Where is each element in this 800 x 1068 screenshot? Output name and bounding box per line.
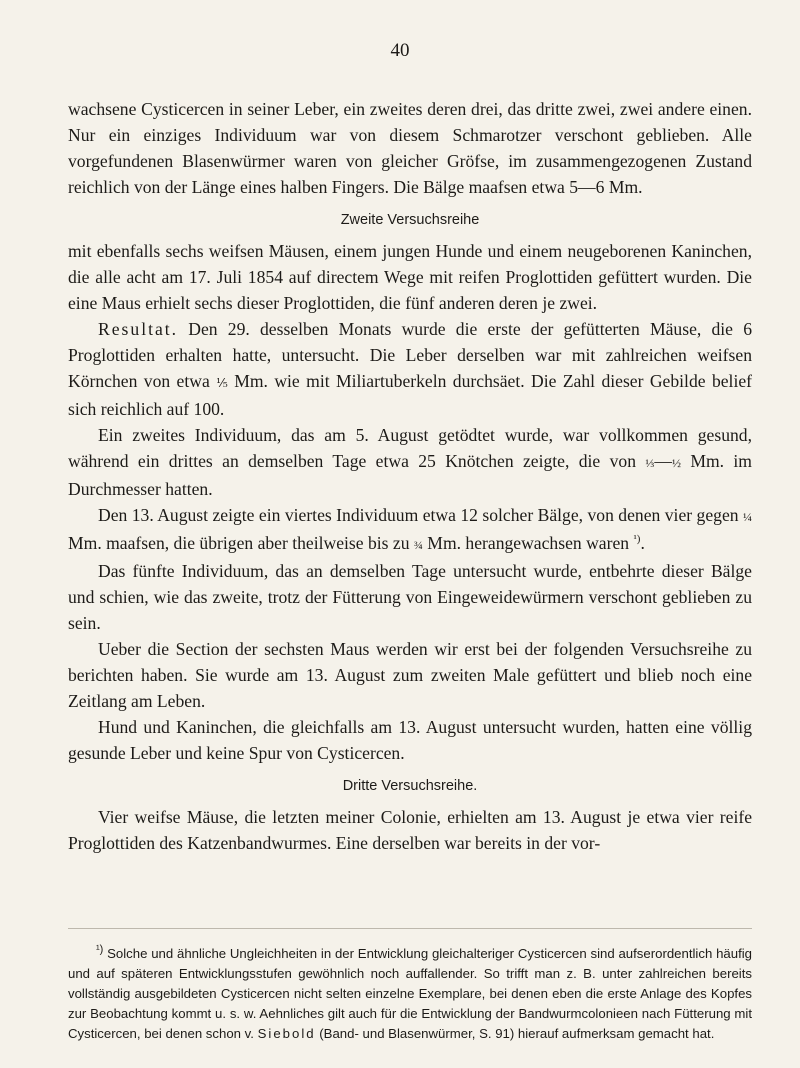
fraction-three-quarters: ¾ (413, 538, 423, 552)
footnote-text-a: Solche und ähnliche Ungleichheiten in der Entwicklung gleichalteriger Cysticercen sind aufserordentlich häufig und auf späteren Entwicklungsstufen gewöhnlich noch auffallender. So trifft man z. B. unter zahlreichen bereits vollständig ausgebildeten Cysticercen nicht selten einzelne Exemplare, bei denen eben die erste Anlage des Kopfes zur Beobachtung kommt u. s. w. Aehnliches gilt auch für die Entwicklung der Bandwurmcolonieen nach Fütterung mit Cysticercen, bei denen schon v. (68, 946, 752, 1041)
footnote (68, 944, 752, 1044)
footnote-author: Siebold (257, 1026, 316, 1041)
fraction-one-quarter: ¼ (743, 510, 752, 524)
paragraph-6 (68, 558, 752, 636)
paragraph-8-text: Hund und Kaninchen, die gleichfalls am 13. August untersucht wurden, hatten eine völlig gesunde Leber und keine Spur von Cysticercen. (68, 717, 752, 763)
paragraph-3-text-a: Den 29. desselben Monats wurde die erste der gefütterten Mäuse, die 6 Proglottiden erhalten hatte, untersucht. Die Leber derselben war mit zahlreichen weifsen Körnchen von etwa (68, 319, 752, 391)
footnote-divider (68, 928, 752, 929)
fraction-one-third: ⅓ (645, 456, 655, 470)
fraction-one-half: ½ (671, 456, 681, 470)
paragraph-1-text: wachsene Cysticercen in seiner Leber, ein zweites deren drei, das dritte zwei, zwei andere einen. Nur ein einziges Individuum war von diesem Schmarotzer verschont geblieben. Alle vorgefundenen Blasenwürmer waren von gleicher Gröfse, im zusammengezogenen Zustand reichlich von der Länge eines halben Fingers. Die Bälge maafsen etwa 5—6 Mm. (68, 99, 752, 197)
paragraph-7-text: Ueber die Section der sechsten Maus werden wir erst bei der folgenden Versuchsreihe zu berichten haben. Sie wurde am 13. August zum zweiten Male gefüttert und blieb noch eine Zeitlang am Leben. (68, 639, 752, 711)
paragraph-6-text: Das fünfte Individuum, das an demselben Tage untersucht wurde, entbehrte dieser Bälge und schien, wie das zweite, trotz der Fütterung von Eingeweidewürmern verschont geblieben zu sein. (68, 561, 752, 633)
paragraph-5 (68, 502, 752, 558)
resultat-label: Resultat. (98, 319, 179, 339)
footnote-text-b: (Band- und Blasenwürmer, S. 91) hierauf aufmerksam gemacht hat. (315, 1026, 715, 1041)
body-text (68, 96, 752, 856)
paragraph-4-text-a: Ein zweites Individuum, das am 5. August getödtet wurde, war vollkommen gesund, während ein drittes an demselben Tage etwa 25 Knötchen zeigte, die von (68, 425, 752, 471)
paragraph-5-text-d: . (640, 533, 645, 553)
paragraph-3 (68, 316, 752, 422)
paragraph-4-text-b: Mm. im Durchmesser hatten. (68, 451, 752, 499)
paragraph-1 (68, 96, 752, 200)
paragraph-9-text: Vier weifse Mäuse, die letzten meiner Colonie, erhielten am 13. August je etwa vier reife Proglottiden des Katzenbandwurmes. Eine derselben war bereits in der vor- (68, 807, 752, 853)
paragraph-3-text-b: Mm. wie mit Miliartuberkeln durchsäet. Die Zahl dieser Gebilde belief sich reichlich auf 100. (68, 371, 752, 419)
paragraph-2-text: mit ebenfalls sechs weifsen Mäusen, einem jungen Hunde und einem neugeborenen Kaninchen, die alle acht am 17. Juli 1854 auf directem Wege mit reifen Proglottiden gefüttert wurden. Die eine Maus erhielt sechs dieser Proglottiden, die fünf anderen deren je zwei. (68, 241, 752, 313)
paragraph-5-text-a: Den 13. August zeigte ein viertes Individuum etwa 12 solcher Bälge, von denen vier gegen (98, 505, 743, 525)
footnote-mark: ¹) (96, 943, 104, 956)
page-number: 40 (390, 40, 410, 61)
section-heading-zweite-versuchsreihe: Zweite Versuchsreihe (340, 212, 480, 228)
paragraph-7 (68, 636, 752, 714)
paragraph-8 (68, 714, 752, 766)
section-heading-dritte-versuchsreihe: Dritte Versuchsreihe. (342, 778, 478, 794)
paragraph-5-text-b: Mm. maafsen, die übrigen aber theilweise bis zu (68, 533, 414, 553)
paragraph-2 (68, 238, 752, 316)
paragraph-9 (68, 804, 752, 856)
paragraph-4 (68, 422, 752, 502)
fraction-one-fifth: ⅕ (216, 376, 228, 390)
fraction-dash: — (654, 451, 672, 471)
paragraph-5-text-c: Mm. herangewachsen waren (422, 533, 634, 553)
footnote-reference[interactable]: ¹) (633, 533, 641, 546)
